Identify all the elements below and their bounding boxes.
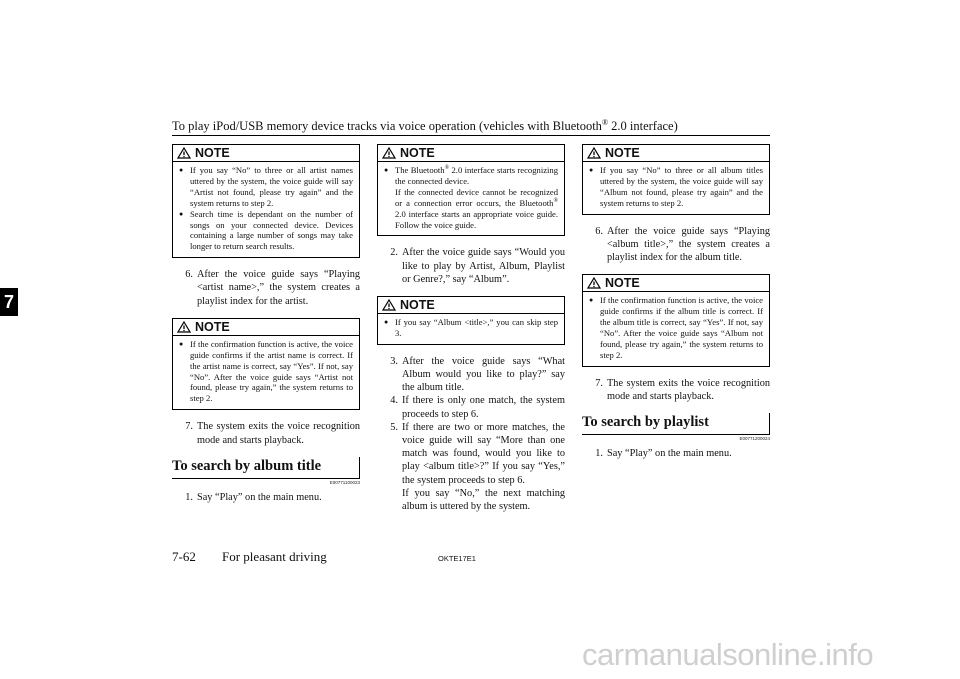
step-number: 7. (185, 421, 193, 433)
text-run: 2.0 interface starts recognizing the connected device. (395, 165, 558, 186)
note-box (582, 144, 770, 215)
section-code: E00771100023 (329, 479, 360, 485)
step-continuation: If you say “No,” the next matching album is uttered by the system. (402, 487, 565, 513)
note-header (173, 145, 359, 162)
note-title: NOTE (195, 319, 230, 334)
header-title: To play iPod/USB memory device tracks via voice operation (vehicles with Bluetooth (172, 119, 602, 134)
step-text: Say “Play” on the main menu. (607, 448, 732, 460)
step-text: After the voice guide says “Would you like to play by Artist, Album, Playlist or Genre?,” say “Album”. (402, 247, 565, 285)
note-box (172, 144, 360, 258)
registered-mark: ® (444, 165, 450, 172)
note-header (173, 319, 359, 336)
step-number: 1. (185, 491, 193, 503)
note-box (377, 144, 565, 236)
section-title: To search by playlist (582, 414, 709, 431)
note-title: NOTE (400, 146, 435, 160)
step-number: 2. (390, 247, 398, 259)
page-number: 7-62 (172, 549, 196, 564)
registered-mark: ® (601, 118, 609, 127)
step-item (172, 420, 360, 446)
note-box (377, 296, 565, 345)
bullet-text: If you say “No” to three or all artist names uttered by the system, the voice guide will say “Artist not found, please try again” and the system returns to step 2. (190, 165, 353, 208)
note-icon (177, 321, 191, 333)
note-bullet (179, 165, 353, 209)
note-body (173, 336, 359, 409)
note-box (172, 318, 360, 410)
bullet-text: If the confirmation function is active, the voice guide confirms if the artist name is correct. If the artist name is correct, say “Yes”. If not, say “No”. After the voice guide says “Artist not found, please try again,” the system returns to step 2. (190, 338, 353, 404)
step-item (582, 377, 770, 403)
step-number: 4. (390, 395, 398, 407)
column-right (582, 144, 770, 470)
step-number: 6. (595, 225, 603, 237)
header-rule (172, 135, 770, 136)
section-code: E00771200024 (739, 436, 770, 442)
bullet-icon: ● (384, 318, 389, 327)
bullet-icon: ● (384, 166, 389, 174)
bullet-text: If the confirmation function is active, the voice guide confirms if the album title is correct. If the album title is correct, say “Yes”. If not, say “No”. After the voice guide says “Album not found, please try again,” the system returns to step 2. (600, 295, 763, 360)
note-body (583, 292, 769, 365)
note-header (583, 145, 769, 162)
step-item (377, 394, 565, 420)
note-icon (587, 277, 601, 289)
bullet-icon: ● (589, 296, 594, 305)
bullet-text: If you say “Album <title>,” you can skip step 3. (395, 317, 558, 338)
watermark: carmanualsonline.info (582, 637, 874, 672)
document-code: OKTE17E1 (438, 554, 476, 563)
step-text: After the voice guide says “What Album would you like to play?” say the album title. (402, 355, 565, 394)
step-text: The system exits the voice recognition mode and starts playback. (197, 421, 360, 446)
step-item (172, 491, 360, 504)
text-run: The Bluetooth (395, 165, 445, 175)
step-item (172, 268, 360, 308)
text-run: 2.0 interface starts an appropriate voice guide. Follow the voice guide. (395, 208, 558, 230)
bullet-icon: ● (179, 339, 184, 348)
note-icon (382, 299, 396, 311)
step-number: 3. (390, 355, 398, 367)
step-item (582, 447, 770, 460)
step-text: After the voice guide says “Playing <artist name>,” the system creates a playlist index for the artist. (197, 269, 360, 307)
footer-section-title: For pleasant driving (222, 549, 327, 564)
bullet-text: Search time is dependant on the number of songs on your connected device. Devices containing a large number of songs may take longer to return search results. (190, 208, 353, 252)
note-bullet (589, 295, 763, 360)
section-heading (582, 413, 770, 435)
note-bullet (384, 317, 558, 339)
column-middle (377, 144, 565, 523)
section-heading (172, 457, 360, 479)
step-text: After the voice guide says “Playing <album title>,” the system creates a playlist index for the album title. (607, 225, 770, 264)
note-header (583, 275, 769, 292)
step-text: Say “Play” on the main menu. (197, 491, 322, 503)
note-body (583, 162, 769, 214)
note-body (173, 162, 359, 257)
note-body (378, 162, 564, 235)
bullet-icon: ● (589, 166, 594, 174)
note-bullet (589, 165, 763, 209)
note-icon (177, 147, 191, 159)
bullet-text: If you say “No” to three or all album titles uttered by the system, the voice guide will say “Album not found, please try again” and the system returns to step 2. (600, 165, 763, 208)
step-text: If there is only one match, the system proceeds to step 6. (402, 395, 565, 420)
step-number: 7. (595, 377, 603, 389)
bullet-text (395, 165, 558, 230)
step-number: 5. (390, 421, 398, 433)
page-header (172, 118, 678, 134)
note-box (582, 274, 770, 366)
section-title: To search by album title (172, 457, 322, 474)
step-item (582, 225, 770, 265)
step-text: The system exits the voice recognition mode and starts playback. (607, 377, 770, 402)
note-bullet (179, 209, 353, 253)
step-number: 1. (595, 448, 603, 460)
note-bullet (384, 165, 558, 230)
note-header (378, 145, 564, 162)
bullet-icon: ● (179, 209, 184, 218)
text-run: If the connected device cannot be recognized or a connection error occurs, the Bluetooth (395, 186, 558, 208)
step-number: 6. (185, 269, 193, 281)
step-item (377, 246, 565, 286)
step-item (377, 355, 565, 395)
registered-mark: ® (553, 197, 558, 204)
note-bullet (179, 339, 353, 404)
note-header (378, 297, 564, 314)
header-title-end: 2.0 interface) (608, 119, 678, 134)
step-item (377, 421, 565, 487)
bullet-icon: ● (179, 166, 184, 174)
note-body (378, 314, 564, 344)
note-title: NOTE (605, 146, 640, 160)
column-left (172, 144, 360, 514)
note-icon (587, 147, 601, 159)
note-title: NOTE (605, 276, 640, 291)
note-title: NOTE (195, 146, 230, 160)
note-icon (382, 147, 396, 159)
step-text: If there are two or more matches, the voice guide will say “More than one match was found, would you like to play <album title>?” If you say “Yes,” the system proceeds to step 6. (402, 421, 565, 486)
note-title: NOTE (400, 298, 435, 313)
chapter-tab: 7 (0, 288, 18, 316)
